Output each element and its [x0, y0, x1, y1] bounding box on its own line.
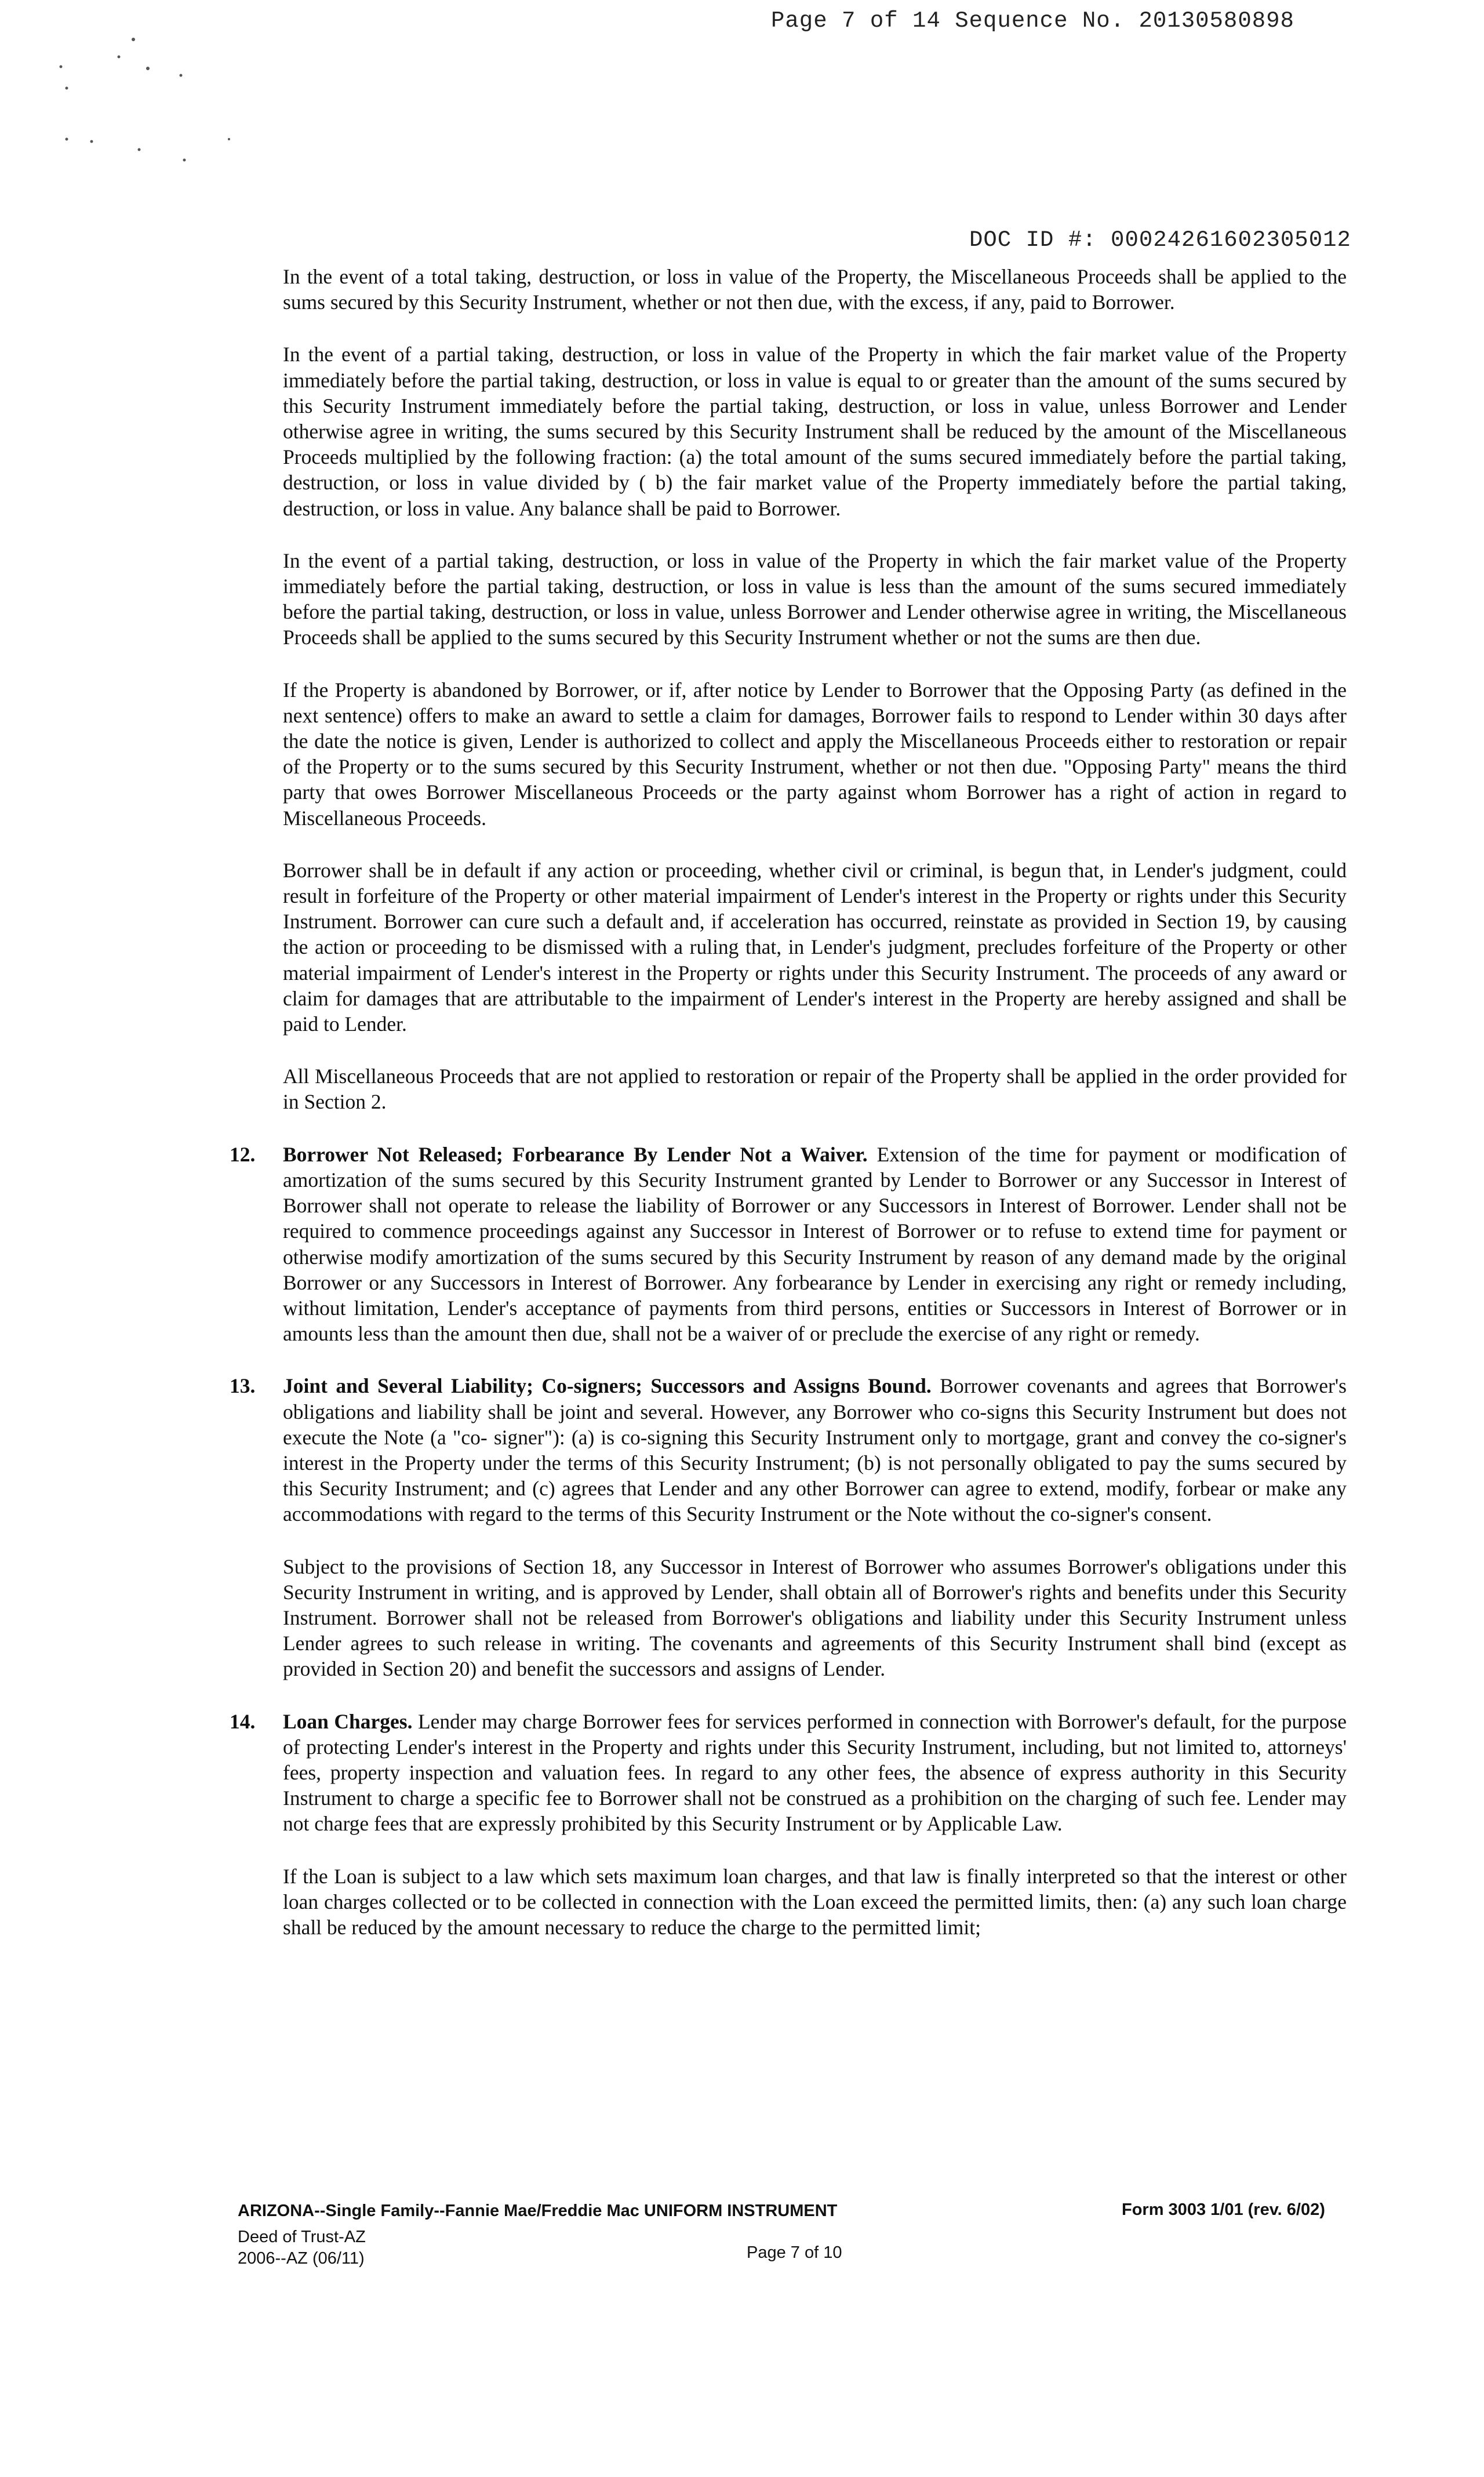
speck [118, 56, 121, 59]
footer-form: Form 3003 1/01 (rev. 6/02) [1122, 2200, 1325, 2219]
paragraph-abandoned-property: If the Property is abandoned by Borrower, or if, after notice by Lender to Borrower that the Opposing Party (as defined in the next sentence) offers to make an award to settle a claim for damages, Borrower fails to respond to Lender within 30 days after the date the notice is given, Lender is authorized to collect and apply the Miscellaneous Proceeds either to restoration or repair of the Property or to the sums secured by this Security Instrument, whether or not then due. "Opposing Party" means the third party that owes Borrower Miscellaneous Proceeds or the party against whom Borrower has a right of action in regard to Miscellaneous Proceeds. [283, 678, 1347, 830]
section-text: Borrower covenants and agrees that Borrower's obligations and liability shall be joint and several. However, any Borrower who co-signs this Security Instrument but does not execute the Note (a "co- signer"): (a) is co-signing this Security Instrument only to mortgage, grant and convey the co-signer's interest in the Property under the terms of this Security Instrument; (b) is not personally obligated to pay the sums secured by this Security Instrument; and (c) agrees that Lender and any other Borrower can agree to extend, modify, forbear or make any accommodations with regard to the terms of this Security Instrument or the Note without the co-signer's consent. [283, 1374, 1347, 1526]
footer-doc-code: 2006--AZ (06/11) [238, 2249, 365, 2268]
paragraph-partial-taking-greater: In the event of a partial taking, destruction, or loss in value of the Property in which the fair market value of the Property immediately before the partial taking, destruction, or loss in value is equal to or greater than the amount of the sums secured by this Security Instrument immediately before the partial taking, destruction, or loss in value, unless Borrower and Lender otherwise agree in writing, the sums secured by this Security Instrument shall be reduced by the amount of the Miscellaneous Proceeds multiplied by the following fraction: (a) the total amount of the sums secured immediately before the partial taking, destruction, or loss in value divided by ( b) the fair market value of the Property immediately before the partial taking, destruction, or loss in value. Any balance shall be paid to Borrower. [283, 343, 1347, 520]
footer-instrument: ARIZONA--Single Family--Fannie Mae/Freddie Mac UNIFORM INSTRUMENT [238, 2202, 838, 2220]
speck [66, 138, 68, 141]
section-12 [230, 1142, 1347, 1347]
speck [60, 66, 63, 68]
section-14 [230, 1709, 1347, 1837]
speck [183, 159, 186, 162]
section-heading: Loan Charges. [283, 1709, 413, 1733]
speck [132, 38, 135, 41]
speck [138, 148, 141, 151]
footer-page-number: Page 7 of 10 [747, 2243, 842, 2262]
section-text: Extension of the time for payment or modification of amortization of the sums secured by this Security Instrument granted by Lender to Borrower or any Successor in Interest of Borrower shall not operate to release the liability of Borrower or any Successors in Interest of Borrower. Lender shall not be required to commence proceedings against any Successor in Interest of Borrower or to refuse to extend time for payment or otherwise modify amortization of the sums secured by this Security Instrument by reason of any demand made by the original Borrower or any Successors in Interest of Borrower. Any forbearance by Lender in exercising any right or remedy including, without limitation, Lender's acceptance of payments from third persons, entities or Successors in Interest of Borrower or in amounts less than the amount then due, shall not be a waiver of or preclude the exercise of any right or remedy. [283, 1142, 1347, 1346]
section-heading: Joint and Several Liability; Co-signers; Successors and Assigns Bound. [283, 1374, 932, 1398]
section-13-followup: Subject to the provisions of Section 18, any Successor in Interest of Borrower who assumes Borrower's obligations under this Security Instrument in writing, and is approved by Lender, shall obtain all of Borrower's rights and benefits under this Security Instrument. Borrower shall not be released from Borrower's obligations and liability under this Security Instrument unless Lender agrees to such release in writing. The covenants and agreements of this Security Instrument shall bind (except as provided in Section 20) and benefit the successors and assigns of Lender. [283, 1555, 1347, 1681]
sequence-header: Page 7 of 14 Sequence No. 20130580898 [771, 8, 1294, 34]
section-number: 13. [230, 1374, 256, 1398]
paragraph-misc-proceeds-order: All Miscellaneous Proceeds that are not applied to restoration or repair of the Property shall be applied in the order provided for in Section 2. [283, 1065, 1347, 1114]
section-number: 14. [230, 1709, 256, 1733]
section-heading: Borrower Not Released; Forbearance By Lender Not a Waiver. [283, 1142, 868, 1166]
section-text: Lender may charge Borrower fees for services performed in connection with Borrower's default, for the purpose of protecting Lender's interest in the Property and rights under this Security Instrument, including, but not limited to, attorneys' fees, property inspection and valuation fees. In regard to any other fees, the absence of express authority in this Security Instrument to charge a specific fee to Borrower shall not be construed as a prohibition on the charging of such fee. Lender may not charge fees that are expressly prohibited by this Security Instrument or by Applicable Law. [283, 1709, 1347, 1836]
paragraph-default-action: Borrower shall be in default if any action or proceeding, whether civil or criminal, is begun that, in Lender's judgment, could result in forfeiture of the Property or other material impairment of Lender's interest in the Property or rights under this Security Instrument. Borrower can cure such a default and, if acceleration has occurred, reinstate as provided in Section 19, by causing the action or proceeding to be dismissed with a ruling that, in Lender's judgment, precludes forfeiture of the Property or other material impairment of Lender's interest in the Property or rights under this Security Instrument. The proceeds of any award or claim for damages that are attributable to the impairment of Lender's interest in the Property are hereby assigned and shall be paid to Lender. [283, 858, 1347, 1036]
paragraph-partial-taking-less: In the event of a partial taking, destruction, or loss in value of the Property in which the fair market value of the Property immediately before the partial taking, destruction, or loss in value is less than the amount of the sums secured immediately before the partial taking, destruction, or loss in value, unless Borrower and Lender otherwise agree in writing, the Miscellaneous Proceeds shall be applied to the sums secured by this Security Instrument whether or not the sums are then due. [283, 549, 1347, 649]
speck [180, 74, 183, 77]
speck [228, 138, 230, 140]
speck [146, 67, 150, 70]
document-body [230, 264, 1347, 1967]
footer-doc-type: Deed of Trust-AZ [238, 2228, 366, 2246]
paragraph-total-taking: In the event of a total taking, destruction, or loss in value of the Property, the Miscellaneous Proceeds shall be applied to the sums secured by this Security Instrument, whether or not then due, with the excess, if any, paid to Borrower. [283, 265, 1347, 314]
speck [66, 87, 68, 90]
scan-specks [0, 0, 1484, 232]
section-13 [230, 1373, 1347, 1527]
speck [90, 140, 93, 143]
section-number: 12. [230, 1142, 256, 1166]
section-14-followup: If the Loan is subject to a law which sets maximum loan charges, and that law is finally interpreted so that the interest or other loan charges collected or to be collected in connection with the Loan exceed the permitted limits, then: (a) any such loan charge shall be reduced by the amount necessary to reduce the charge to the permitted limit; [283, 1864, 1347, 1939]
doc-id: DOC ID #: 00024261602305012 [969, 227, 1351, 253]
